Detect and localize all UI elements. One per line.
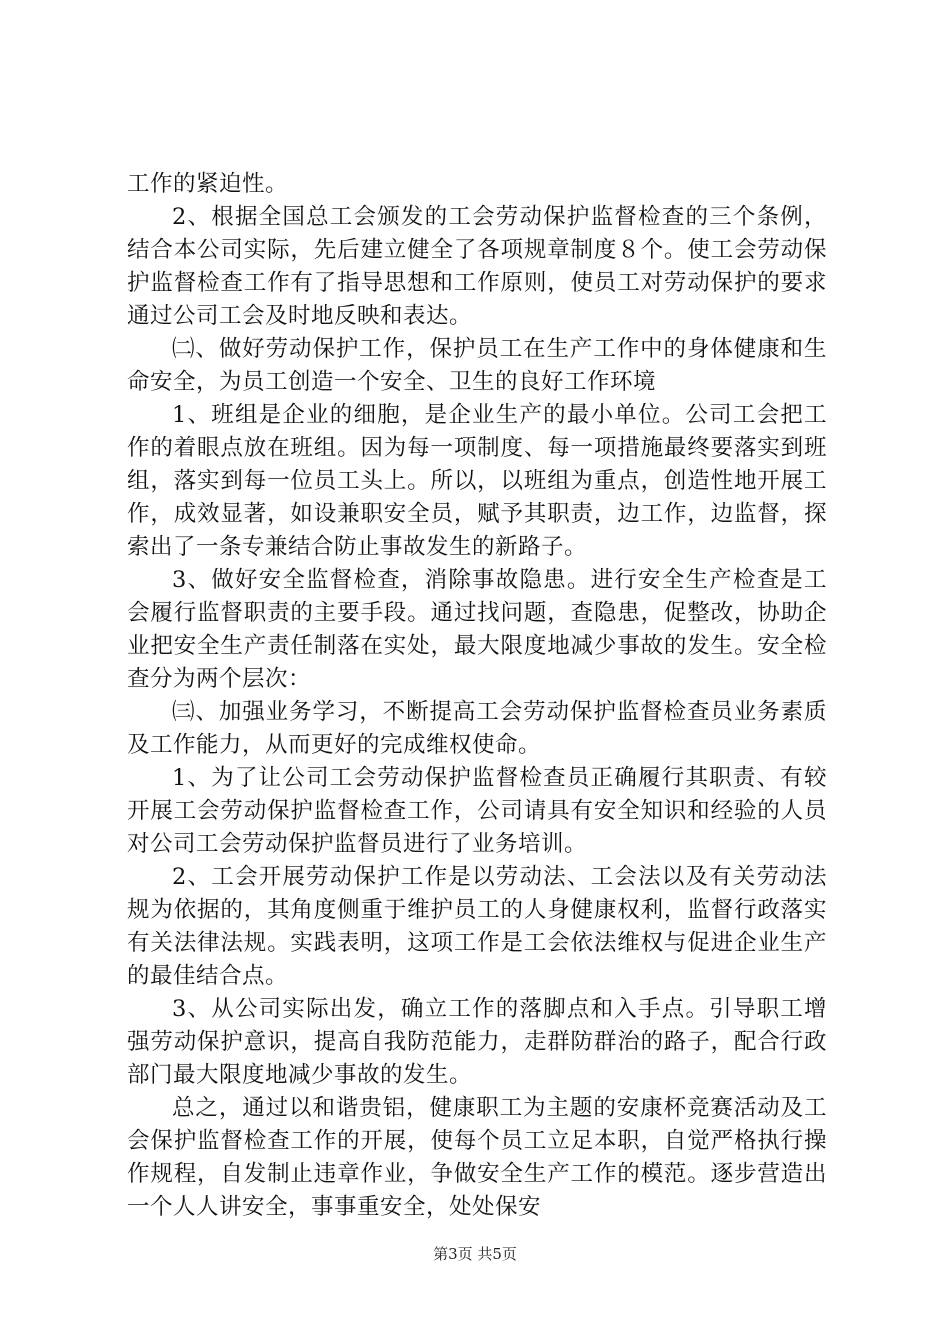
document-body <box>127 168 827 1224</box>
paragraph-section-2-heading: ㈡、做好劳动保护工作，保护员工在生产工作中的身体健康和生命安全，为员工创造一个安全、卫生的良好工作环境 <box>127 336 827 395</box>
paragraph-training: 1、为了让公司工会劳动保护监督检查员正确履行其职责、有较开展工会劳动保护监督检查工作，公司请具有安全知识和经验的人员对公司工会劳动保护监督员进行了业务培训。 <box>127 765 827 857</box>
paragraph-section-3-heading: ㈢、加强业务学习，不断提高工会劳动保护监督检查员业务素质及工作能力，从而更好的完成维权使命。 <box>127 699 827 758</box>
paragraph-legal-basis: 2、工会开展劳动保护工作是以劳动法、工会法以及有关劳动法规为依据的，其角度侧重于维护员工的人身健康权利，监督行政落实有关法律法规。实践表明，这项工作是工会依法维权与促进企业生产的最佳结合点。 <box>127 864 827 989</box>
page-number: 第3页 共5页 <box>433 1245 517 1263</box>
paragraph-practical-focus: 3、从公司实际出发，确立工作的落脚点和入手点。引导职工增强劳动保护意识，提高自我防范能力，走群防群治的路子，配合行政部门最大限度地减少事故的发生。 <box>127 996 827 1088</box>
paragraph-summary: 总之，通过以和谐贵铝，健康职工为主题的安康杯竞赛活动及工会保护监督检查工作的开展，使每个员工立足本职，自觉严格执行操作规程，自发制止违章作业，争做安全生产工作的模范。逐步营造出一个人人讲安全，事事重安全，处处保安 <box>127 1095 827 1220</box>
paragraph-team-groups: 1、班组是企业的细胞，是企业生产的最小单位。公司工会把工作的着眼点放在班组。因为每一项制度、每一项措施最终要落实到班组，落实到每一位员工头上。所以，以班组为重点，创造性地开展工作，成效显著，如设兼职安全员，赋予其职责，边工作，边监督，探索出了一条专兼结合防止事故发生的新路子。 <box>127 402 827 560</box>
paragraph-regulations: 2、根据全国总工会颁发的工会劳动保护监督检查的三个条例，结合本公司实际，先后建立健全了各项规章制度８个。使工会劳动保护监督检查工作有了指导思想和工作原则，使员工对劳动保护的要求通过公司工会及时地反映和表达。 <box>127 204 827 329</box>
paragraph-safety-inspection: 3、做好安全监督检查，消除事故隐患。进行安全生产检查是工会履行监督职责的主要手段。通过找问题，查隐患，促整改，协助企业把安全生产责任制落在实处，最大限度地减少事故的发生。安全检查分为两个层次： <box>127 567 827 692</box>
page-footer <box>0 1244 950 1264</box>
paragraph-continuation: 工作的紧迫性。 <box>127 171 289 197</box>
